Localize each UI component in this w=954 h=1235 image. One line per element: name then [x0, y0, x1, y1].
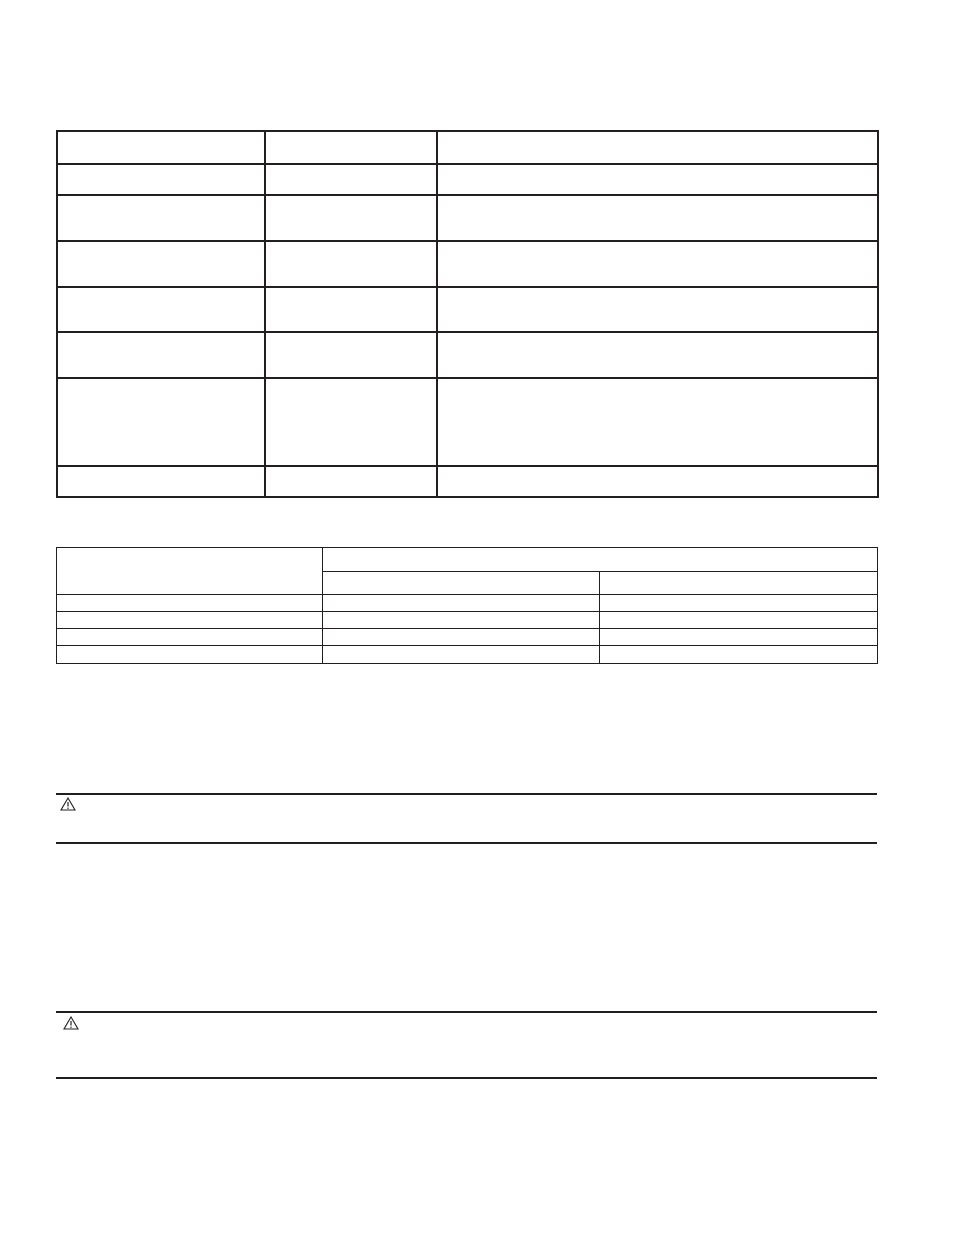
table-cell	[437, 131, 878, 164]
warning-top-rule	[56, 793, 877, 795]
table-cell	[57, 612, 323, 629]
table-subheader-cell	[600, 572, 878, 595]
table-cell	[323, 595, 600, 612]
table-cell	[265, 131, 437, 164]
table-cell	[57, 378, 265, 466]
table-row	[57, 287, 878, 332]
table-cell	[437, 287, 878, 332]
table-cell	[323, 646, 600, 664]
table-cell	[57, 195, 265, 241]
warning-bottom-rule	[56, 842, 877, 844]
table-cell	[600, 646, 878, 664]
table-row	[57, 466, 878, 497]
table-subheader-cell	[323, 572, 600, 595]
table-header-row	[57, 548, 878, 572]
table-cell	[265, 287, 437, 332]
table-row	[57, 241, 878, 287]
table-cell	[57, 287, 265, 332]
table-cell	[600, 612, 878, 629]
table-cell	[323, 612, 600, 629]
table-cell	[600, 595, 878, 612]
table-cell	[57, 629, 323, 646]
table-cell	[437, 164, 878, 195]
warning-bottom-rule	[56, 1077, 877, 1079]
table-cell	[437, 195, 878, 241]
warning-triangle-icon	[60, 797, 76, 811]
table-row	[57, 629, 878, 646]
table-row	[57, 612, 878, 629]
warning-top-rule	[56, 1011, 877, 1013]
comparison-table	[56, 547, 878, 664]
table-row	[57, 646, 878, 664]
table-row	[57, 332, 878, 378]
table-cell	[437, 378, 878, 466]
table-header-cell	[57, 548, 323, 595]
table-cell	[57, 466, 265, 497]
table-row	[57, 131, 878, 164]
table-cell	[600, 629, 878, 646]
warning-triangle-icon	[63, 1016, 79, 1030]
table-cell	[265, 332, 437, 378]
table-cell	[57, 595, 323, 612]
specifications-table	[56, 130, 879, 498]
table-header-cell	[323, 548, 878, 572]
table-row	[57, 378, 878, 466]
table-cell	[57, 164, 265, 195]
table-cell	[437, 332, 878, 378]
table-cell	[57, 131, 265, 164]
table-cell	[57, 646, 323, 664]
table-cell	[57, 332, 265, 378]
table-row	[57, 595, 878, 612]
table-cell	[265, 195, 437, 241]
table-cell	[437, 241, 878, 287]
table-cell	[323, 629, 600, 646]
table-cell	[265, 241, 437, 287]
table-row	[57, 195, 878, 241]
table-cell	[265, 466, 437, 497]
table-cell	[265, 164, 437, 195]
table-row	[57, 164, 878, 195]
table-cell	[265, 378, 437, 466]
table-cell	[57, 241, 265, 287]
table-cell	[437, 466, 878, 497]
